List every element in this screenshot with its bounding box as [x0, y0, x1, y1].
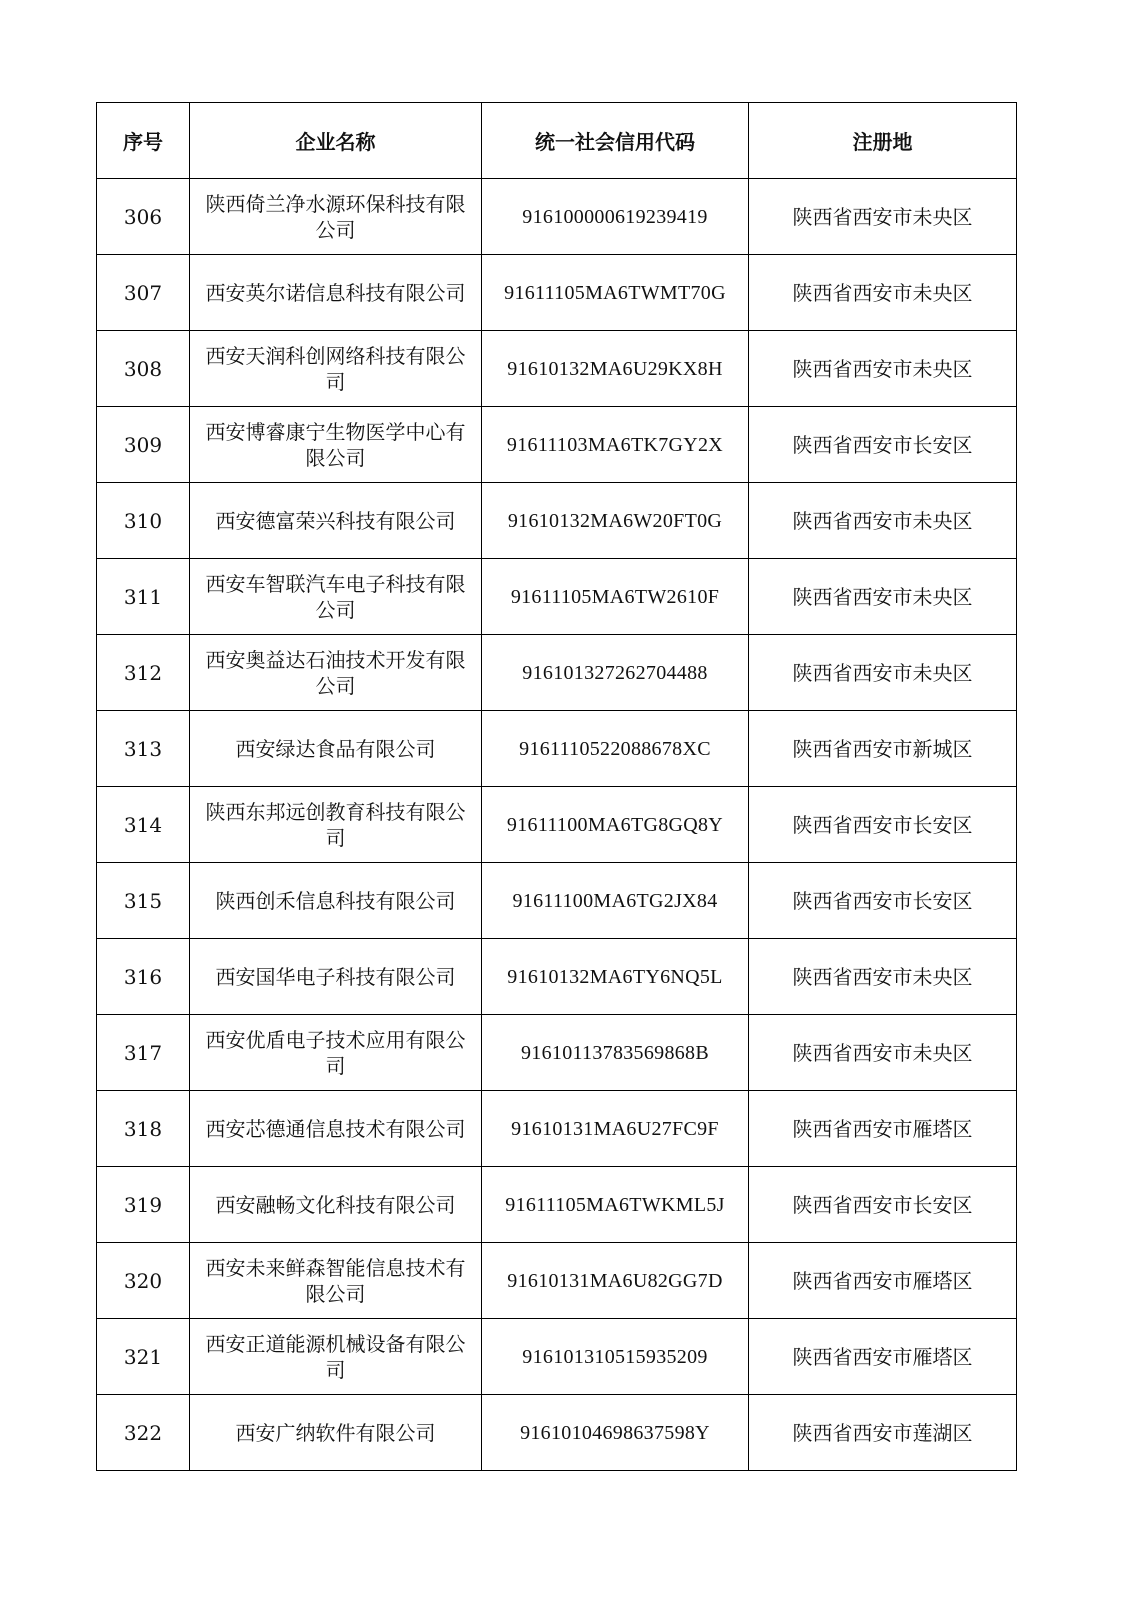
cell-code: 91611100MA6TG2JX84 — [482, 863, 749, 939]
cell-index: 320 — [97, 1243, 190, 1319]
cell-code: 9161110522088678XC — [482, 711, 749, 787]
cell-index: 312 — [97, 635, 190, 711]
cell-index: 318 — [97, 1091, 190, 1167]
cell-index: 315 — [97, 863, 190, 939]
cell-code: 916101327262704488 — [482, 635, 749, 711]
cell-code: 91610131MA6U27FC9F — [482, 1091, 749, 1167]
cell-index: 308 — [97, 331, 190, 407]
cell-name: 西安广纳软件有限公司 — [190, 1395, 482, 1471]
cell-name: 西安融畅文化科技有限公司 — [190, 1167, 482, 1243]
cell-code: 91611100MA6TG8GQ8Y — [482, 787, 749, 863]
cell-name: 西安英尔诺信息科技有限公司 — [190, 255, 482, 331]
cell-code: 91610132MA6W20FT0G — [482, 483, 749, 559]
cell-index: 309 — [97, 407, 190, 483]
table-row — [97, 1167, 1017, 1243]
cell-name: 西安德富荣兴科技有限公司 — [190, 483, 482, 559]
table-row — [97, 939, 1017, 1015]
cell-place: 陕西省西安市雁塔区 — [749, 1319, 1017, 1395]
table-row — [97, 255, 1017, 331]
cell-place: 陕西省西安市未央区 — [749, 331, 1017, 407]
table-row — [97, 483, 1017, 559]
table-row — [97, 179, 1017, 255]
cell-index: 317 — [97, 1015, 190, 1091]
cell-place: 陕西省西安市长安区 — [749, 1167, 1017, 1243]
table-row — [97, 1015, 1017, 1091]
cell-place: 陕西省西安市长安区 — [749, 787, 1017, 863]
cell-code: 91610131MA6U82GG7D — [482, 1243, 749, 1319]
table-row — [97, 331, 1017, 407]
cell-code: 91611105MA6TW2610F — [482, 559, 749, 635]
cell-index: 322 — [97, 1395, 190, 1471]
table-row — [97, 559, 1017, 635]
cell-place: 陕西省西安市雁塔区 — [749, 1091, 1017, 1167]
cell-name: 西安未来鲜森智能信息技术有限公司 — [190, 1243, 482, 1319]
cell-place: 陕西省西安市未央区 — [749, 559, 1017, 635]
cell-index: 316 — [97, 939, 190, 1015]
cell-index: 311 — [97, 559, 190, 635]
cell-code: 91610113783569868B — [482, 1015, 749, 1091]
cell-place: 陕西省西安市长安区 — [749, 863, 1017, 939]
cell-code: 91610132MA6U29KX8H — [482, 331, 749, 407]
cell-name: 西安绿达食品有限公司 — [190, 711, 482, 787]
table-row — [97, 1319, 1017, 1395]
cell-code: 916101310515935209 — [482, 1319, 749, 1395]
cell-name: 西安优盾电子技术应用有限公司 — [190, 1015, 482, 1091]
cell-place: 陕西省西安市雁塔区 — [749, 1243, 1017, 1319]
cell-index: 313 — [97, 711, 190, 787]
header-place: 注册地 — [749, 103, 1017, 179]
table-row — [97, 407, 1017, 483]
cell-name: 陕西东邦远创教育科技有限公司 — [190, 787, 482, 863]
header-row — [97, 103, 1017, 179]
cell-place: 陕西省西安市未央区 — [749, 483, 1017, 559]
cell-name: 西安奥益达石油技术开发有限公司 — [190, 635, 482, 711]
cell-name: 西安博睿康宁生物医学中心有限公司 — [190, 407, 482, 483]
cell-index: 310 — [97, 483, 190, 559]
cell-place: 陕西省西安市莲湖区 — [749, 1395, 1017, 1471]
cell-index: 307 — [97, 255, 190, 331]
cell-index: 314 — [97, 787, 190, 863]
cell-name: 陕西创禾信息科技有限公司 — [190, 863, 482, 939]
cell-index: 319 — [97, 1167, 190, 1243]
cell-place: 陕西省西安市未央区 — [749, 939, 1017, 1015]
header-index: 序号 — [97, 103, 190, 179]
table-row — [97, 1395, 1017, 1471]
cell-name: 西安正道能源机械设备有限公司 — [190, 1319, 482, 1395]
table-row — [97, 711, 1017, 787]
cell-place: 陕西省西安市未央区 — [749, 179, 1017, 255]
header-code: 统一社会信用代码 — [482, 103, 749, 179]
cell-name: 西安车智联汽车电子科技有限公司 — [190, 559, 482, 635]
table-row — [97, 635, 1017, 711]
header-name: 企业名称 — [190, 103, 482, 179]
cell-place: 陕西省西安市未央区 — [749, 255, 1017, 331]
cell-place: 陕西省西安市未央区 — [749, 1015, 1017, 1091]
table-row — [97, 1091, 1017, 1167]
table-row — [97, 863, 1017, 939]
cell-name: 西安国华电子科技有限公司 — [190, 939, 482, 1015]
cell-place: 陕西省西安市新城区 — [749, 711, 1017, 787]
table-row — [97, 787, 1017, 863]
table-row — [97, 1243, 1017, 1319]
cell-code: 91610132MA6TY6NQ5L — [482, 939, 749, 1015]
cell-code: 91611105MA6TWKML5J — [482, 1167, 749, 1243]
cell-code: 91611103MA6TK7GY2X — [482, 407, 749, 483]
cell-place: 陕西省西安市长安区 — [749, 407, 1017, 483]
enterprise-table — [96, 102, 1017, 1471]
cell-index: 321 — [97, 1319, 190, 1395]
cell-name: 陕西倚兰净水源环保科技有限公司 — [190, 179, 482, 255]
cell-name: 西安芯德通信息技术有限公司 — [190, 1091, 482, 1167]
cell-code: 91611105MA6TWMT70G — [482, 255, 749, 331]
cell-code: 916100000619239419 — [482, 179, 749, 255]
cell-place: 陕西省西安市未央区 — [749, 635, 1017, 711]
cell-name: 西安天润科创网络科技有限公司 — [190, 331, 482, 407]
cell-code: 91610104698637598Y — [482, 1395, 749, 1471]
cell-index: 306 — [97, 179, 190, 255]
